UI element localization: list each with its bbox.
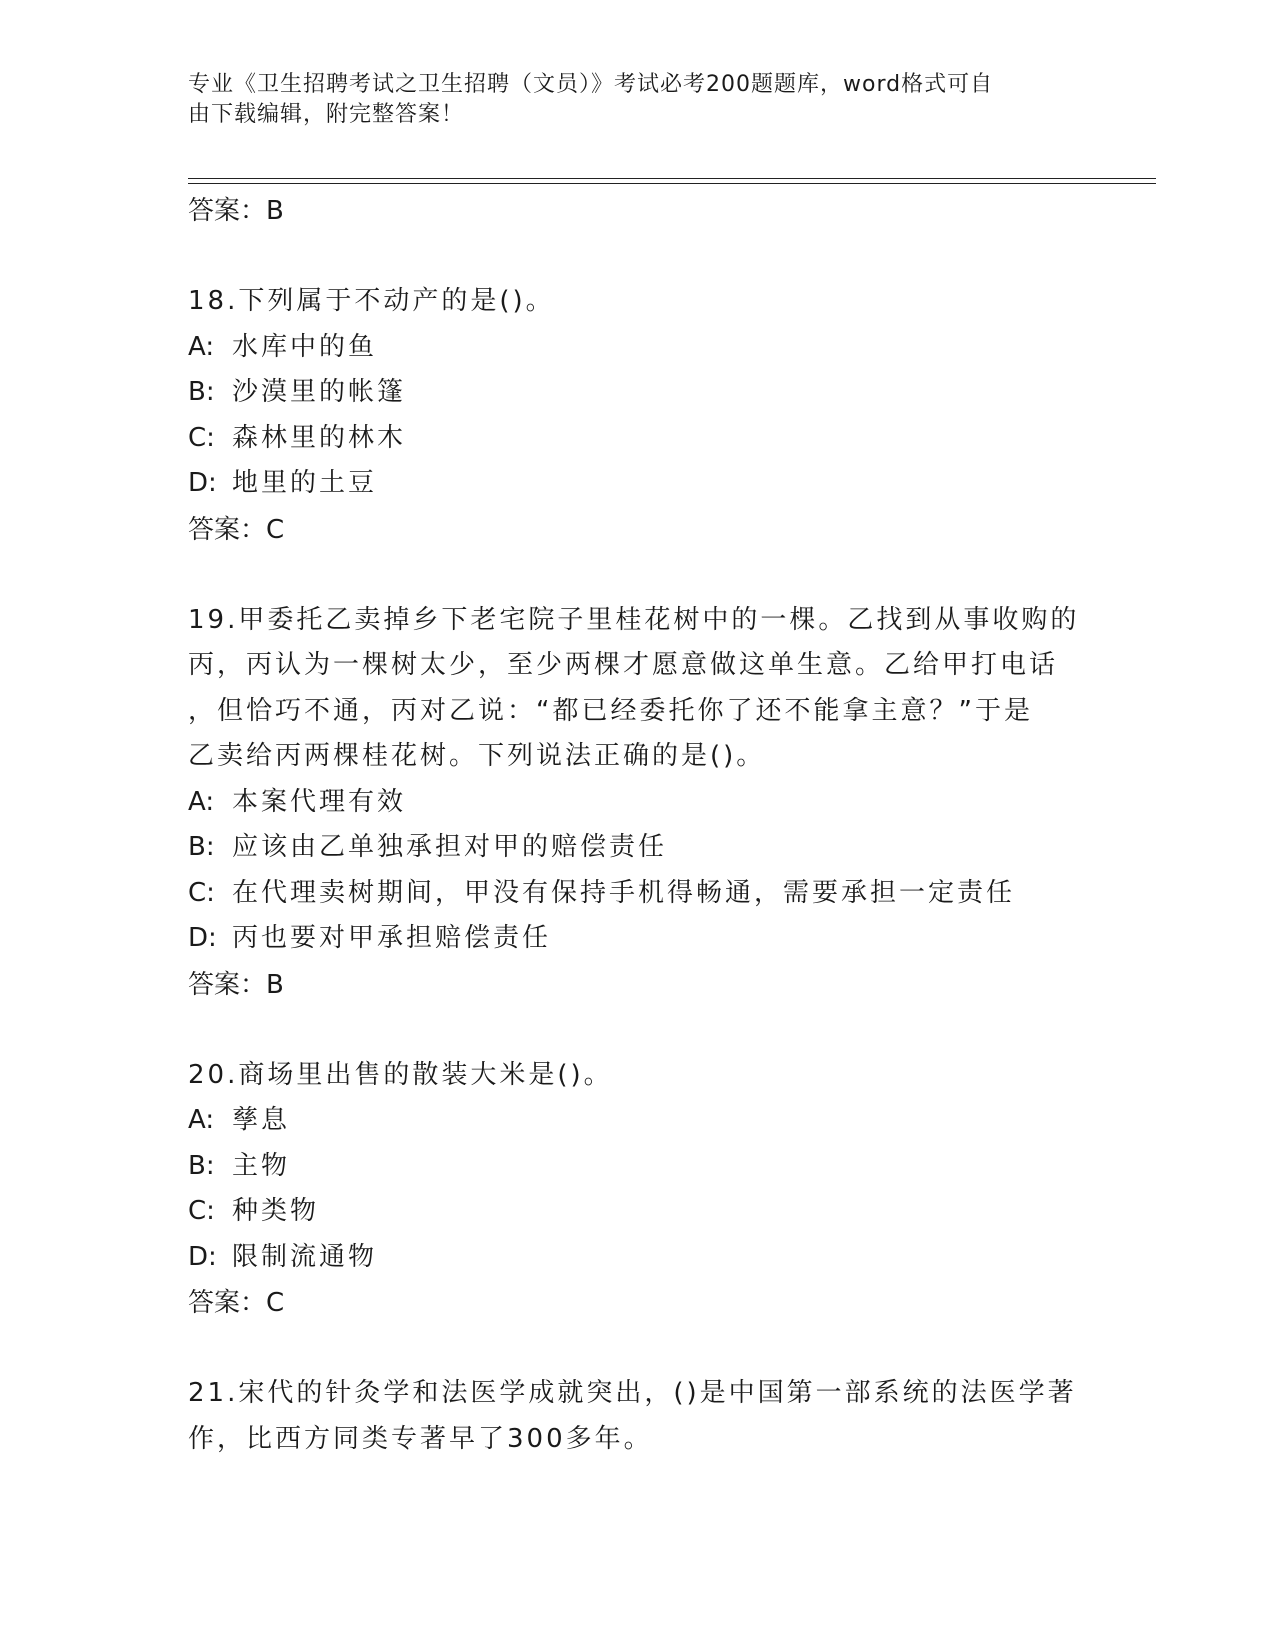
option-c [188,1189,1088,1235]
question-list [188,188,1088,1462]
stem-line: 作，比西方同类专著早了300多年。 [188,1423,653,1454]
option-b [188,1144,1088,1190]
answer-value: B [266,196,284,226]
stem-line: 19.甲委托乙卖掉乡下老宅院子里桂花树中的一棵。乙找到从事收购的 [188,604,1080,635]
question-stem [188,1371,1088,1462]
option-letter: A: [188,786,215,817]
stem-line: 18.下列属于不动产的是()。 [188,286,555,316]
option-text: 本案代理有效 [232,786,407,817]
question-20 [188,1053,1088,1327]
question-21 [188,1371,1088,1462]
option-text: 种类物 [232,1196,320,1226]
answer-label: 答案： [188,514,267,545]
answer-label: 答案： [188,196,267,226]
option-text: 地里的土豆 [232,468,378,498]
option-b [188,370,1088,416]
answer-line [188,188,1088,234]
option-text: 沙漠里的帐篷 [232,377,407,407]
option-letter: A: [188,331,215,362]
option-text: 孳息 [232,1105,291,1135]
option-text: 应该由乙单独承担对甲的赔偿责任 [232,832,668,862]
answer-label: 答案： [188,969,267,1000]
option-a [188,780,1088,826]
question-18 [188,279,1088,553]
option-d [188,1235,1088,1281]
answer-line [188,1280,1088,1326]
option-letter: D: [188,468,217,498]
option-a [188,325,1088,371]
header-line-2: 由下载编辑，附完整答案！ [188,102,465,127]
option-d [188,461,1088,507]
answer-label: 答案： [188,1288,267,1318]
option-text: 限制流通物 [232,1241,378,1272]
question-19 [188,598,1088,1008]
option-c [188,871,1088,917]
option-letter: B: [188,832,215,862]
option-c [188,416,1088,462]
answer-value: C [266,514,285,545]
stem-line: 20.商场里出售的散装大米是()。 [188,1059,613,1090]
option-text: 丙也要对甲承担赔偿责任 [232,923,552,953]
option-letter: C: [188,1196,215,1226]
stem-line: 21.宋代的针灸学和法医学成就突出，()是中国第一部系统的法医学著 [188,1378,1077,1408]
question-stem [188,598,1088,780]
document-header [188,70,1088,130]
option-text: 森林里的林木 [232,422,407,453]
option-letter: B: [188,1150,215,1181]
option-text: 在代理卖树期间，甲没有保持手机得畅通，需要承担一定责任 [232,877,1016,908]
header-line-1: 专业《卫生招聘考试之卫生招聘（文员）》考试必考200题题库，word格式可自 [188,72,994,97]
stem-line: 乙卖给丙两棵桂花树。下列说法正确的是()。 [188,741,766,771]
question-stem [188,1053,1088,1099]
option-b [188,825,1088,871]
option-d [188,916,1088,962]
option-a [188,1098,1088,1144]
option-text: 主物 [232,1150,291,1181]
answer-value: B [266,969,284,1000]
option-letter: D: [188,1241,217,1272]
stem-line: ，但恰巧不通，丙对乙说：“都已经委托你了还不能拿主意？”于是 [188,695,1033,726]
answer-line [188,962,1088,1008]
answer-value: C [266,1288,285,1318]
option-letter: D: [188,923,217,953]
option-text: 水库中的鱼 [232,331,378,362]
header-divider [188,178,1156,184]
option-letter: C: [188,422,215,453]
stem-line: 丙，丙认为一棵树太少，至少两棵才愿意做这单生意。乙给甲打电话 [188,650,1059,680]
option-letter: A: [188,1105,215,1135]
option-letter: C: [188,877,215,908]
question-stem [188,279,1088,325]
answer-line [188,507,1088,553]
option-letter: B: [188,377,215,407]
